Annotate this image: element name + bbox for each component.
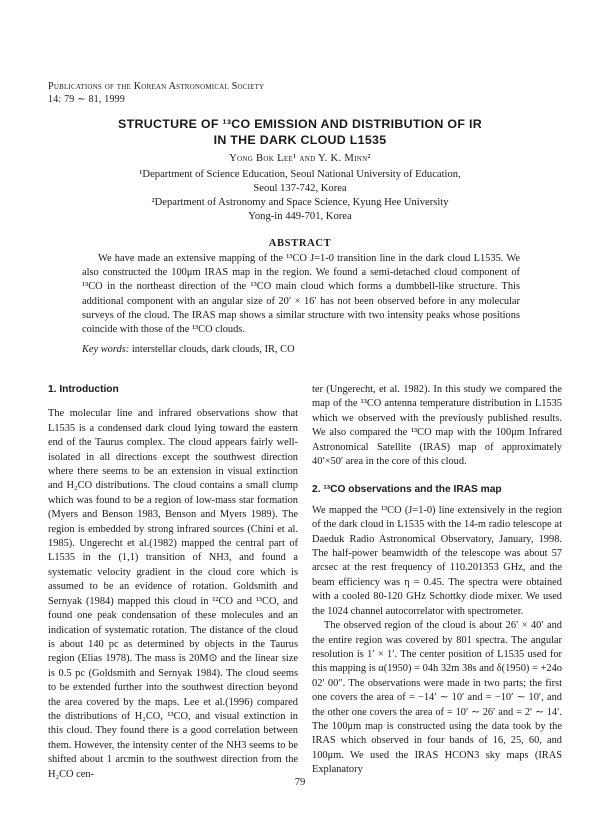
- intro-continuation: ter (Ungerecht, et al. 1982). In this study we compared the map of the ¹³CO antenna temperature distribution in L1535 which we observed with the previously published results. We also compared the ¹³CO map with the 100μm Infrared Astronomical Satellite (IRAS) map of approximately 40′×50′ area in the core of this cloud.: [312, 384, 562, 468]
- journal-header: [48, 80, 264, 106]
- right-column: [312, 383, 562, 778]
- obs-heading: 2. ¹³CO observations and the IRAS map: [312, 484, 502, 496]
- keywords: [82, 344, 520, 355]
- abstract-body: [82, 252, 520, 337]
- page-number: 79: [294, 777, 306, 788]
- keywords-label: Key words:: [82, 344, 130, 355]
- title-line-1: STRUCTURE OF ¹³CO EMISSION AND DISTRIBUTION OF IR: [118, 117, 482, 131]
- affiliation-2: ²Department of Astronomy and Space Science, Kyung Hee University: [151, 197, 449, 208]
- journal-volume: 14: 79 ∼ 81, 1999: [48, 94, 126, 105]
- intro-paragraph: The molecular line and infrared observations show that L1535 is a condensed dark cloud lying toward the eastern end of the Taurus complex. The cloud appears fairly well-isolated in all directions except the southwest direction where there seems to be an extension in visual extinction and H₂CO distributions. The cloud contains a small clump which was found to be a region of low-mass star formation (Myers and Benson 1983, Benson and Myers 1989). The region is embedded by strong infrared sources (Chini et al. 1985). Ungerecht et al.(1982) mapped the central part of L1535 in the (1,1) transition of NH3, and found a systematic velocity gradient in the cloud core which is assumed to be an evidence of rotation. Goldsmith and Sernyak (1984) mapped this cloud in ¹²CO and ¹³CO, and found one peak condensation of these molecules and an indication of systematic rotation. The distance of the cloud is about 140 pc as determined by objects in the Taurus region (Elias 1978). The mass is 20M⊙ and the linear size is 0.5 pc (Goldsmith and Sernyak 1984). The cloud seems to be extended further into the southwest direction beyond the area covered by the maps. Lee et al.(1996) compared the distributions of H₂CO, ¹³CO, and visual extinction in this cloud. They found there is a good correlation between them. However, the intensity center of the NH3 seems to be shifted about 1 arcmin to the southwest direction from the H₂CO cen-: [48, 408, 298, 780]
- authors: Yong Bok Lee¹ and Y. K. Minn²: [229, 153, 371, 164]
- abstract-text: We have made an extensive mapping of the ¹³CO J=1-0 transition line in the dark cloud L1535. We also constructed the 100μm IRAS map in the region. We found a semi-detached cloud component of ¹³CO in the northeast direction of the ¹³CO main cloud which forms a dumbbell-like structure. This additional component with an angular size of 20′ × 16′ has not been observed before in any molecular surveys of the cloud. The IRAS map shows a similar structure with two intensity peaks whose positions coincide with those of the ¹³CO clouds.: [82, 253, 520, 336]
- affiliation-1: ¹Department of Science Education, Seoul National University of Education,: [139, 169, 461, 180]
- abstract-heading: ABSTRACT: [268, 238, 332, 249]
- intro-heading: 1. Introduction: [48, 384, 119, 395]
- journal-name: Publications of the Korean Astronomical Society: [48, 81, 265, 92]
- obs-paragraph-1: We mapped the ¹³CO (J=1-0) line extensively in the region of the dark cloud in L1535 with the 14-m radio telescope at Daeduk Radio Astronomical Observatory, January, 1998. The half-power beamwidth of the telescope was about 57 arcsec at the rest frequency of 110.201353 GHz, and the beam efficiency was η = 0.45. The spectra were obtained with a cooled 80-120 GHz Schottky diode mixer. We used the 1024 channel autocorrelator with spectrometer.: [312, 504, 562, 617]
- left-column: [48, 383, 298, 782]
- title-line-2: IN THE DARK CLOUD L1535: [213, 133, 387, 147]
- paper-title: [40, 116, 560, 148]
- obs-paragraph-2: The observed region of the cloud is about 26′ × 40′ and the entire region was covered by 801 spectra. The angular resolution is 1′ × 1′. The center position of L1535 used for this mapping is α(1950) = 04h 32m 38s and δ(1950) = +24o 02′ 00″. The observations were made in two parts; the first one covers the area of = −14′ ∼ 10′ and = −10′ ∼ 10′, and the other one covers the area of = 10′ ∼ 26′ and = 2′ ∼ 14′. The 100μm map is constructed using the data took by the IRAS which observed in four bands of 16, 25, 60, and 100μm. We used the IRAS HCON3 sky maps (IRAS Explanatory: [312, 620, 562, 776]
- affiliation-2-address: Yong-in 449-701, Korea: [248, 211, 352, 222]
- keywords-text: interstellar clouds, dark clouds, IR, CO: [129, 344, 295, 355]
- affiliation-1-address: Seoul 137-742, Korea: [253, 183, 347, 194]
